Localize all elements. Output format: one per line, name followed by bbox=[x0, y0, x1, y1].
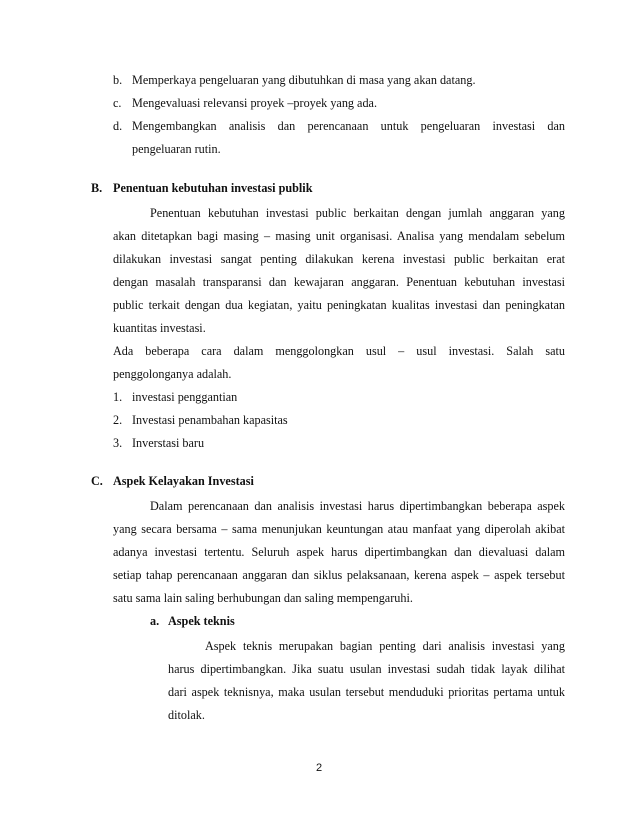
section-b-para1-line5: public terkait dengan dua kegiatan, yaitu peningkatan kualitas investasi dan peningkatan bbox=[113, 298, 565, 312]
section-c-para-line1: Dalam perencanaan dan analisis investasi harus dipertimbangkan beberapa aspek bbox=[150, 499, 565, 513]
subsection-a-para-line2: harus dipertimbangkan. Jika suatu usulan investasi sudah tidak layak dilihat bbox=[168, 662, 565, 676]
numbered-item-1: investasi penggantian bbox=[132, 390, 238, 404]
subsection-a-marker: a. bbox=[150, 614, 160, 628]
section-b-para2-line2: penggolonganya adalah. bbox=[113, 367, 232, 381]
section-b-para1-line3: dilakukan investasi sangat penting dilakukan kerena investasi public berkaitan erat bbox=[113, 252, 565, 266]
section-b-para1-line2: akan ditetapkan bagi masing – masing unit organisasi. Analisa yang mendalam sebelum bbox=[113, 229, 565, 243]
subsection-a-para-line4: ditolak. bbox=[168, 708, 205, 722]
section-b-para1-line1: Penentuan kebutuhan investasi public berkaitan dengan jumlah anggaran yang bbox=[150, 206, 565, 220]
numbered-item-3: Inverstasi baru bbox=[132, 436, 205, 450]
subsection-a-para-line3: dari aspek teknisnya, maka usulan tersebut menduduki prioritas pertama untuk bbox=[168, 685, 565, 699]
section-b-para1-line6: kuantitas investasi. bbox=[113, 321, 206, 335]
list-item-d-line1: Mengembangkan analisis dan perencanaan untuk pengeluaran investasi dan bbox=[132, 119, 565, 133]
numbered-marker-2: 2. bbox=[113, 413, 123, 427]
section-c-para-line3: adanya investasi tertentu. Seluruh aspek harus dipertimbangkan dan dievaluasi dalam bbox=[113, 545, 565, 559]
numbered-item-2: Investasi penambahan kapasitas bbox=[132, 413, 288, 427]
section-c-marker: C. bbox=[91, 474, 103, 488]
section-b-heading: Penentuan kebutuhan investasi publik bbox=[113, 181, 313, 195]
section-c-para-line2: yang secara bersama – sama menunjukan keuntungan atau manfaat yang diperolah akibat bbox=[113, 522, 565, 536]
section-b-para2-line1: Ada beberapa cara dalam menggolongkan usul – usul investasi. Salah satu bbox=[113, 344, 565, 358]
list-marker-b: b. bbox=[113, 73, 123, 87]
section-b-marker: B. bbox=[91, 181, 103, 195]
subsection-a-heading: Aspek teknis bbox=[168, 614, 235, 628]
list-item-b: Memperkaya pengeluaran yang dibutuhkan di masa yang akan datang. bbox=[132, 73, 476, 87]
list-item-c: Mengevaluasi relevansi proyek –proyek yang ada. bbox=[132, 96, 378, 110]
numbered-marker-3: 3. bbox=[113, 436, 123, 450]
section-c-heading: Aspek Kelayakan Investasi bbox=[113, 474, 254, 488]
numbered-marker-1: 1. bbox=[113, 390, 123, 404]
section-c-para-line5: satu sama lain saling berhubungan dan saling mempengaruhi. bbox=[113, 591, 413, 605]
page-number: 2 bbox=[315, 762, 323, 774]
subsection-a-para-line1: Aspek teknis merupakan bagian penting dari analisis investasi yang bbox=[205, 639, 565, 653]
section-c-para-line4: setiap tahap perencanaan anggaran dan siklus pelaksanaan, kerena aspek – aspek tersebut bbox=[113, 568, 565, 582]
section-b-para1-line4: dengan masalah transparansi dan kewajaran anggaran. Penentuan kebutuhan investasi bbox=[113, 275, 565, 289]
list-marker-c: c. bbox=[113, 96, 122, 110]
list-marker-d: d. bbox=[113, 119, 123, 133]
list-item-d-line2: pengeluaran rutin. bbox=[132, 142, 221, 156]
